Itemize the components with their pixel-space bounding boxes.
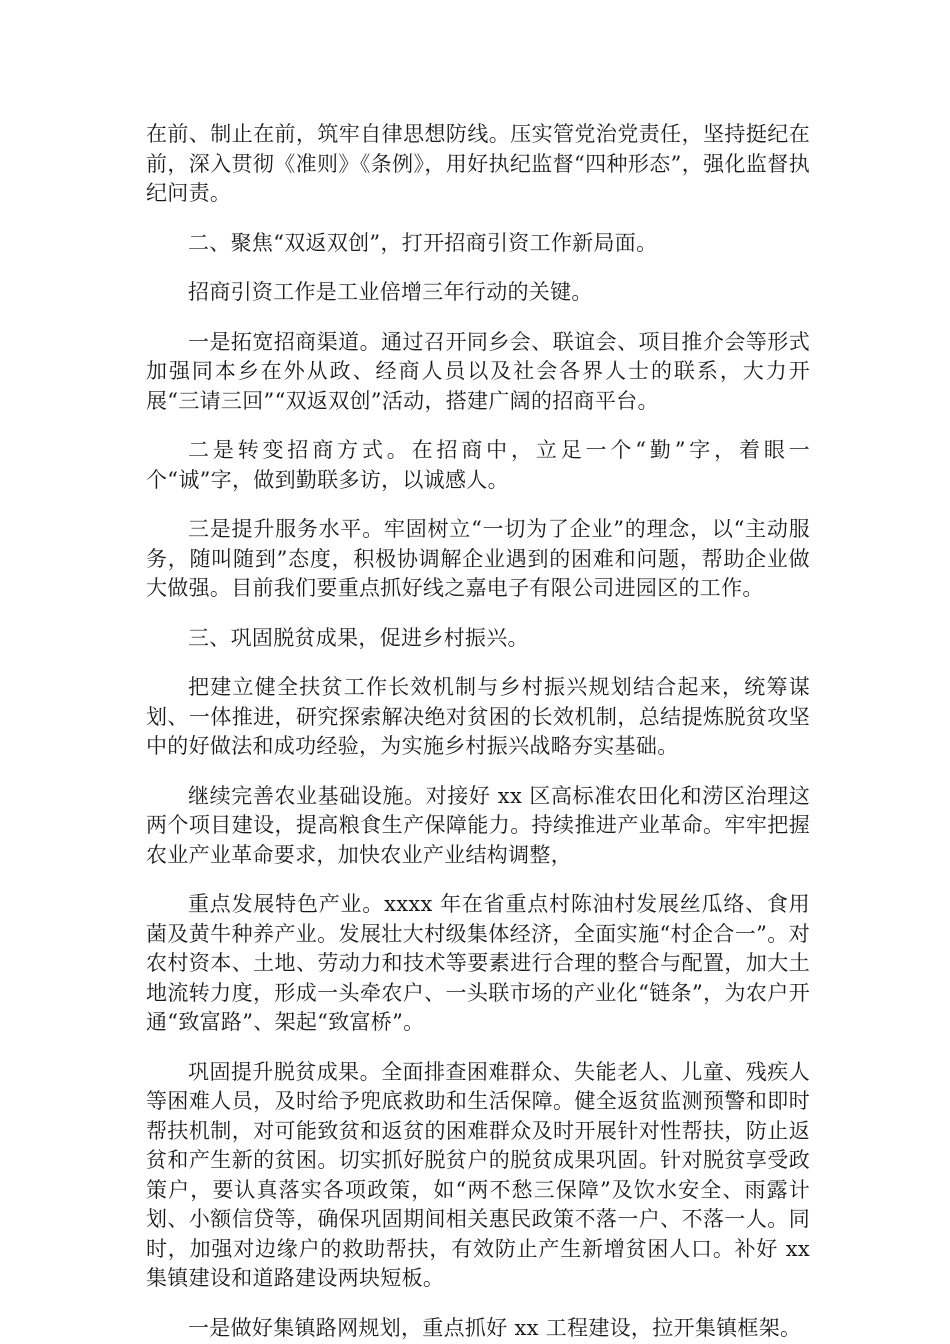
paragraph-5: 二是转变招商方式。在招商中，立足一个“勤”字，着眼一个“诚”字，做到勤联多访，以诚感人。 (146, 438, 810, 492)
section-heading-3: 三、巩固脱贫成果，促进乡村振兴。 (188, 625, 529, 650)
paragraph-10: 重点发展特色产业。xxxx 年在省重点村陈油村发展丝瓜络、食用菌及黄牛种养产业。发展壮大村级集体经济，全面实施“村企合一”。对农村资本、土地、劳动力和技术等要素进行合理的整合与配置，加大土地流转力度，形成一头牵农户、一头联市场的产业化“链条”，为农户开通“致富路”、架起“致富桥”。 (146, 892, 810, 1034)
paragraph-4: 一是拓宽招商渠道。通过召开同乡会、联谊会、项目推介会等形式加强同本乡在外从政、经商人员以及社会各界人士的联系，大力开展“三请三回”“双返双创”活动，搭建广阔的招商平台。 (146, 329, 810, 413)
paragraph-12: 一是做好集镇路网规划，重点抓好 xx 工程建设，拉开集镇框架。 (188, 1315, 802, 1340)
paragraph-3: 招商引资工作是工业倍增三年行动的关键。 (188, 280, 593, 304)
section-heading-2: 二、聚焦“双返双创”，打开招商引资工作新局面。 (188, 230, 658, 255)
paragraph-8: 把建立健全扶贫工作长效机制与乡村振兴规划结合起来，统筹谋划、一体推进，研究探索解决绝对贫困的长效机制，总结提炼脱贫攻坚中的好做法和成功经验，为实施乡村振兴战略夯实基础。 (146, 675, 810, 758)
paragraph-9: 继续完善农业基础设施。对接好 xx 区高标准农田化和涝区治理这两个项目建设，提高粮食生产保障能力。持续推进产业革命。牢牢把握农业产业革命要求，加快农业产业结构调整， (146, 783, 810, 867)
paragraph-11: 巩固提升脱贫成果。全面排查困难群众、失能老人、儿童、残疾人等困难人员，及时给予兜底救助和生活保障。健全返贫监测预警和即时帮扶机制，对可能致贫和返贫的困难群众及时开展针对性帮扶，防止返贫和产生新的贫困。切实抓好脱贫户的脱贫成果巩固。针对脱贫享受政策户，要认真落实各项政策，如“两不愁三保障”及饮水安全、雨露计划、小额信贷等，确保巩固期间相关惠民政策不落一户、不落一人。同时，加强对边缘户的救助帮扶，有效防止产生新增贫困人口。补好 xx 集镇建设和道路建设两块短板。 (146, 1059, 810, 1290)
paragraph-1: 在前、制止在前，筑牢自律思想防线。压实管党治党责任，坚持挺纪在前，深入贯彻《准则》《条例》，用好执纪监督“四种形态”，强化监督执纪问责。 (146, 122, 810, 205)
paragraph-6: 三是提升服务水平。牢固树立“一切为了企业”的理念，以“主动服务，随叫随到”态度，积极协调解企业遇到的困难和问题，帮助企业做大做强。目前我们要重点抓好线之嘉电子有限公司进园区的工作。 (146, 517, 810, 600)
document-page (146, 120, 810, 1343)
